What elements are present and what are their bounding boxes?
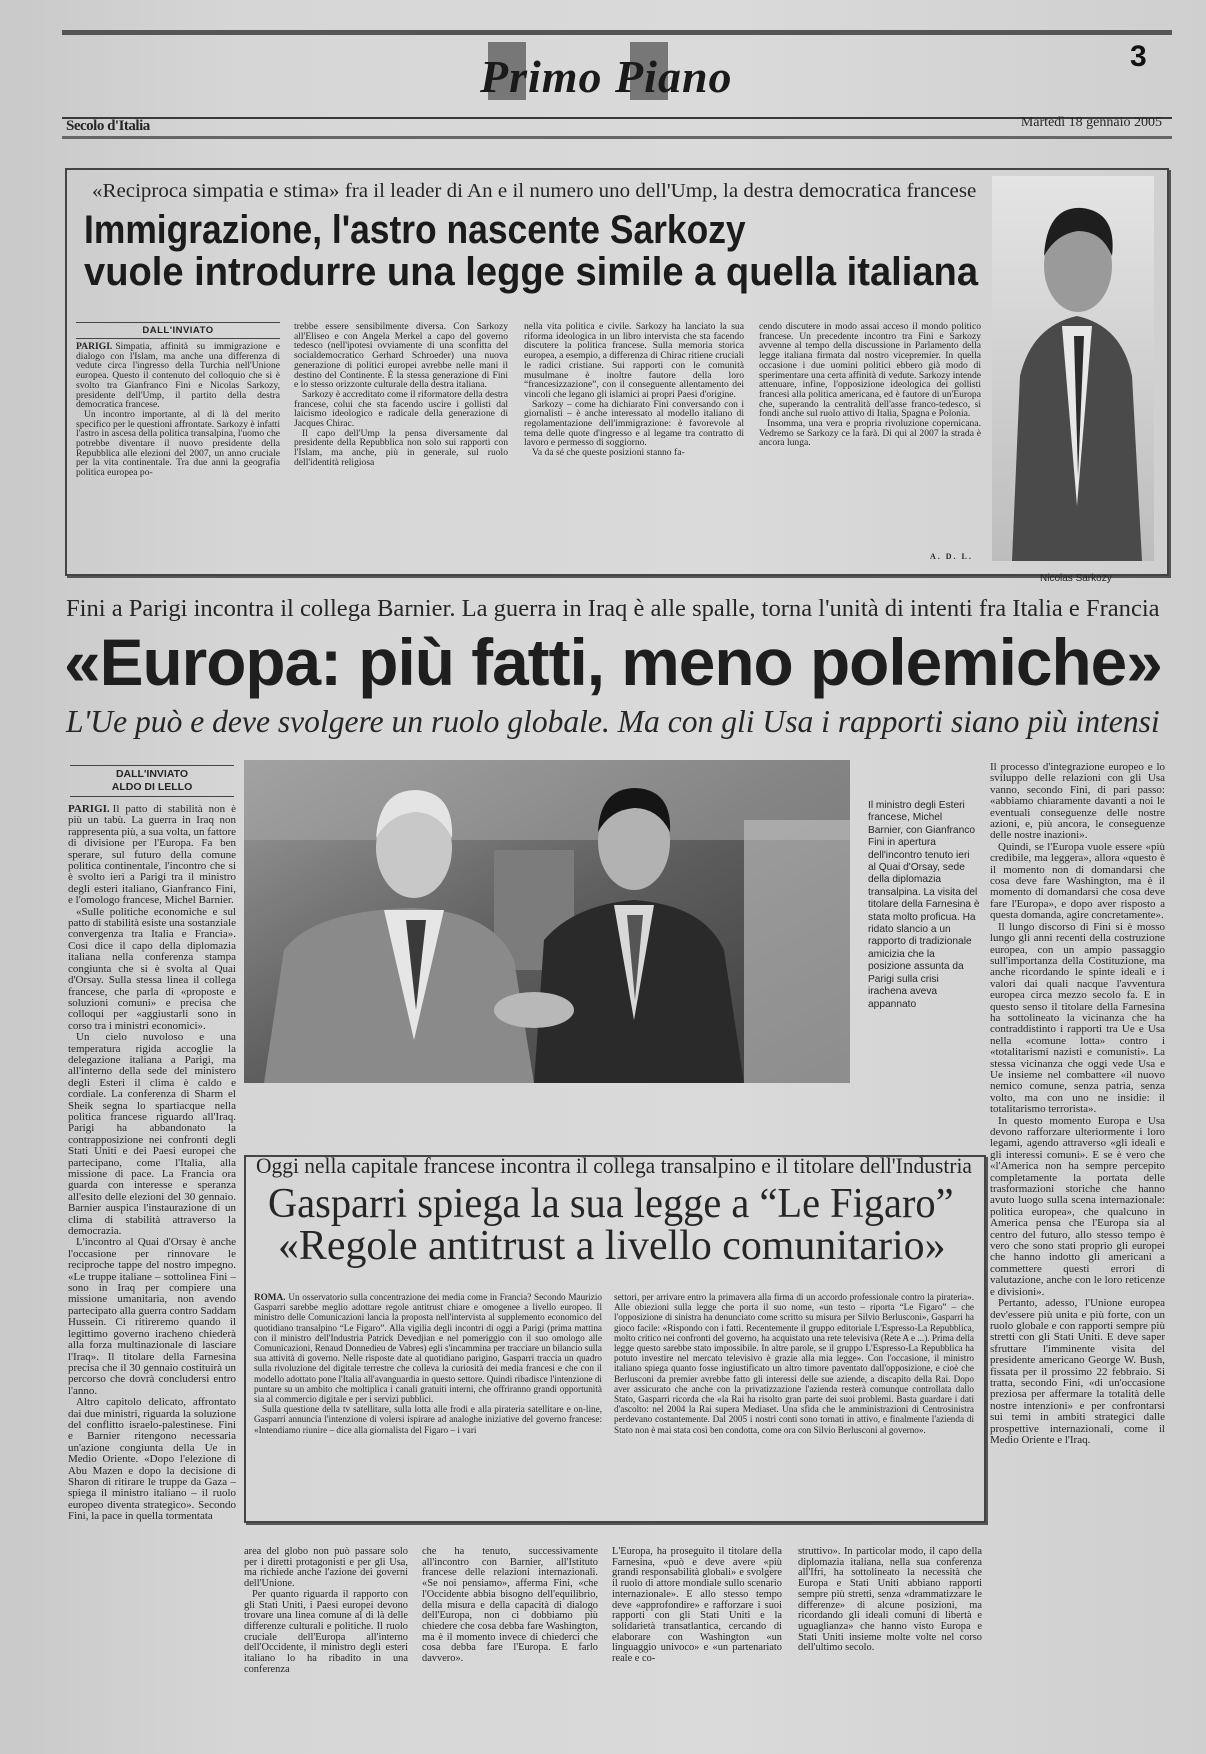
newspaper-name: Secolo d'Italia: [66, 118, 150, 134]
paragraph-text: Un incontro importante, al di là del merito specifico per le questioni affrontate. Sarkozy è infatti l'astro in ascesa della politica transalpina, l'uomo che potrebbe diventare il nuovo presidente della Repubblica alle elezioni del 2007, un anno cruciale per la vita continentale. Tra due anni la geografia politica europea po-: [76, 408, 280, 479]
article-gasparri-kicker: Oggi nella capitale francese incontra il collega transalpino e il titolare dell'Industria: [256, 1153, 972, 1178]
paragraph: [422, 1547, 598, 1665]
photo-sarkozy: [992, 176, 1154, 561]
article-europa-subheadline: L'Ue può e deve svolgere un ruolo globale. Ma con gli Usa i rapporti siano più intensi: [66, 703, 1160, 739]
article-sarkozy-col-1: [76, 342, 280, 562]
byline-box: [70, 765, 234, 797]
paragraph: [990, 1298, 1165, 1446]
paragraph: [798, 1547, 982, 1654]
paragraph: [68, 907, 236, 1032]
paragraph: [254, 1404, 602, 1435]
paragraph: [759, 322, 981, 419]
article-sarkozy-kicker: «Reciproca simpatia e stima» fra il leader di An e il numero uno dell'Ump, la destra democratica francese: [92, 180, 977, 202]
paragraph-text: L'incontro al Quai d'Orsay è anche l'occasione per rinnovare le reciproche tappe del nostro impegno. «Le truppe italiane – sottolinea Fini – sono in Iraq per compiere una missione umanitaria, non avendo partecipato alla guerra contro Saddam Hussein. Ci ritireremo quando il legittimo governo iracheno chiederà alla forza multinazionale di lasciare l'Iraq». Il titolare della Farnesina precisa che il 30 gennaio costituirà un percorso che dovrà concludersi entro l'anno.: [68, 1236, 236, 1397]
paragraph-text: Per quanto riguarda il rapporto con gli Stati Uniti, i Paesi europei devono trovare una linea comune al di là delle differenze culturali e politiche. Il ruolo cruciale dell'Europa all'interno dell'Occidente, il ministro degli esteri italiano lo ha ribadito in una conferenza: [244, 1588, 408, 1675]
paragraph: [254, 1292, 602, 1404]
article-europa-right-col: [990, 762, 1165, 1720]
article-gasparri-headline-1: Gasparri spiega la sua legge a “Le Figaro”: [268, 1181, 954, 1227]
section-title: Primo Piano: [480, 42, 750, 112]
paragraph-text: area del globo non può passare solo per i diretti protagonisti e per gli Usa, ma richiede anche l'azione dei governi dell'Unione.: [244, 1547, 408, 1590]
paragraph-text: Sarkozy – come ha dichiarato Fini conversando con i giornalisti – è anche interessato al modello italiano di regolamentazione dell'immigrazione: è favorevole al tema delle quote d'ingresso e al legame tra contratto di lavoro e permesso di soggiorno.: [524, 398, 744, 449]
article-sarkozy-col-3: [524, 322, 744, 562]
byline-author: ALDO DI LELLO: [111, 781, 193, 793]
paragraph-text: Altro capitolo delicato, affrontato dai due ministri, riguarda la soluzione del conflitto israelo-palestinese. Fini e Barnier ritengono necessaria un'azione congiunta della Ue in Medio Oriente. «Dopo l'elezione di Abu Mazen e dopo la decisione di Sharon di ritirare le truppe da Gaza – spiega il ministro italiano – il ruolo europeo diventa strategico». Secondo Fini, la pace in quella tormentata: [68, 1396, 236, 1523]
paragraph-text: Un cielo nuvoloso e una temperatura rigida accoglie la delegazione italiana a Parigi, ma all'interno della sede del ministero degli Esteri il clima è caldo e cordiale. La conferenza di Sharm el Sheik segna lo spartiacque nella politica francese riguardo all'Iraq. Parigi ha abbandonato la contrapposizione nei confronti degli Stati Uniti e dei Paesi europei che partecipano, come l'Italia, alla missione di pace. La Francia ora guarda con interesse e speranza all'esito delle elezioni del 30 gennaio. Barnier auspica l'instaurazione di un clima di stabilità attraverso la democrazia.: [68, 1031, 236, 1238]
masthead-rule: [62, 117, 1172, 119]
paragraph: [990, 842, 1165, 922]
paragraph-text: Il lungo discorso di Fini si è mosso lungo gli anni recenti della costruzione europea, con un ampio passaggio sull'importanza della Costituzione, ma anche ricordando le spinte ideali e i valori dai quali nacque l'avventura europea circa mezzo secolo fa. E in questo senso il titolare della Farnesina ha sottolineato la vicinanza che ha contraddistinto i rapporti tra Ue e Usa nella «comune lotta» contro i «totalitarismi nazisti e comunisti». La stessa vicinanza che oggi vede Usa e Ue insieme nel combattere «il nuovo nemico comune, senza patria, senza volto, ma con uno ne insidie: il totalitarismo terrorista».: [990, 920, 1165, 1116]
paragraph-text: Quindi, se l'Europa vuole essere «più credibile, ma leggera», allora «questo è il momento non di domandarsi che cosa deve fare Washington, ma è il momento di domandarsi che cosa deve fare l'Europa», e dopo aver risposto a questa domanda, agire concretamente».: [990, 840, 1165, 922]
paragraph-text: struttivo». In particolar modo, il capo della diplomazia italiana, nella sua conferenza all'Ifri, ha sottolineato la necessità che Europa e Stati Uniti abbiano rapporti sempre più stretti, senza «drammatizzare le differenze» di alcune posizioni, ma ricordando gli ideali comuni di libertà e uguaglianza» che hanno visto Europa e Stati Uniti insieme molte volte nel corso dell'ultimo secolo.: [798, 1547, 982, 1654]
paragraph: [294, 390, 508, 429]
paragraph-text: Il patto di stabilità non è più un tabù. La guerra in Iraq non rappresenta più, a sua volta, un fattore di divisione per l'Europa. Fa ben sperare, sul futuro della comune politica continentale, l'incontro che si è svolto ieri a Parigi tra il ministro degli esteri italiano, Gianfranco Fini, e l'omologo francese, Michel Barnier.: [68, 804, 236, 907]
article-europa-left-col: [68, 804, 236, 1720]
paragraph-text: settori, per arrivare entro la primavera alla firma di un accordo professionale contro la pirateria». Alle obiezioni sulla legge che porta il suo nome, «un testo – riporta “Le Figaro” – che l'opposizione di sinistra ha denunciato come scritto su misura per Silvio Berlusconi», Gasparri ha gioco facile: «Rispondo con i fatti. Recentemente il gruppo editoriale L'Espresso-La Repubblica, molto critico nei confronti del governo, ha acquistato una rete televisiva (Rete A e ...). Prima della legge questo sarebbe stato impossibile. In altre parole, se il gruppo L'Espresso-La Repubblica ha potuto investire nel mercato televisivo è grazie alla mia legge». Con l'occasione, il ministro italiano spiega quanto fosse ingiustificato un altro timore paventato dall'opposizione, e cioè che Berlusconi da premier avrebbe fatto gli interessi delle sue aziende, a discapito della Rai. Dopo aver assicurato che anche con la privatizzazione l'azienda resterà comunque controllata dallo Stato, Gasparri ricorda che «la Rai ha risolto gran parte dei suoi problemi. Basta guardare i dati d'ascolto: nel 2004 la Rai supera Mediaset. Una sfida che le amministrazioni di Centrosinistra perdevano costantemente. Dal 2005 i nostri conti sono tornati in attivo, e finalmente l'azienda di Stato non è mai stata così ben condotta, come ora con Silvio Berlusconi al governo».: [614, 1292, 974, 1435]
page-number: 3: [1130, 40, 1147, 73]
article-europa-bottom-col-1: [244, 1547, 408, 1720]
paragraph: [990, 762, 1165, 842]
paragraph: [76, 410, 280, 478]
paragraph: [244, 1547, 408, 1590]
paragraph-text: Simpatia, affinità su immigrazione e dialogo con l'Islam, ma anche una differenza di vedute circa l'ingresso della Turchia nell'Unione europea. Questo il contenuto del colloquio che si è svolto tra Gianfranco Fini e Nicolas Sarkozy, presidente dell'Ump, il partito della destra democratica francese.: [76, 342, 280, 411]
paragraph-text: «Sulle politiche economiche e sul patto di stabilità esiste una sostanziale convergenza tra Italia e Francia». Così dice il capo della diplomazia italiana nella conferenza stampa congiunta che si è svolta al Quai d'Orsay. Sulla stessa linea il collega francese, che parla di «proposte e soluzioni comuni» e precisa che colloqui per «aggiustarli sono in corso tra i ministri economici».: [68, 905, 236, 1032]
paragraph: [612, 1547, 782, 1665]
paragraph: [990, 1116, 1165, 1299]
paragraph-text: Insomma, una vera e propria rivoluzione copernicana. Vedremo se Sarkozy ce la farà. Di qui al 2007 la strada è ancora lunga.: [759, 418, 981, 449]
article-gasparri-headline-2: «Regole antitrust a livello comunitario»: [278, 1223, 946, 1269]
paragraph-text: Sulla questione della tv satellitare, sulla lotta alle frodi e alla pirateria satellitare e on-line, Gasparri annuncia l'intenzione di volersi ispirare ad analoghe iniziative del governo francese: «Intendiamo riunire – dice alla giornalista del Figaro – i vari: [254, 1404, 602, 1435]
article-europa-bottom-col-3: [612, 1547, 782, 1720]
article-sarkozy-col-2: [294, 322, 508, 562]
paragraph: [68, 1397, 236, 1522]
article-gasparri-col-1: [254, 1292, 602, 1514]
paragraph: [68, 1237, 236, 1397]
paragraph: [524, 448, 744, 458]
paragraph-text: Un osservatorio sulla concentrazione dei media come in Francia? Secondo Maurizio Gasparri sarebbe meglio adottare regole antitrust chiare e omogenee a livello europeo. Il ministro delle Comunicazioni lancia la proposta nell'intervista al supplemento economico del quotidiano transalpino “Le Figaro”. Alla vigilia degli incontri di oggi a Parigi (prima mattina con il ministro dell'Industria Patrick Devedjian e nel pomeriggio con il suo omologo alle Comunicazioni, Renaud Donnedieu de Vabres) egli s'incammina per tracciare un bilancio sulla sua attività di governo. Nelle risposte date al quotidiano parigino, Gasparri traccia un quadro sulla rivoluzione del digitale terrestre che colleva la curiosità dei media francesi e che con il modello adottato pone l'Italia all'avanguardia in questo settore. Quindi ribadisce l'intenzione di puntare su un ambito che moltiplica i canali gratuiti interni, che offriranno grandi opportunità sia al commercio digitale e per i servizi pubblici.: [254, 1292, 602, 1405]
paragraph: [68, 804, 236, 907]
article-gasparri-col-2: [614, 1292, 974, 1514]
paragraph-text: trebbe essere sensibilmente diversa. Con Sarkozy all'Eliseo e con Angela Merkel a capo del governo tedesco (nell'ipotesi ovviamente di una sconfitta del socialdemocratico Gerhard Schroeder) una nuova generazione di politici europei avrebbe nelle mani il destino del Continente. È la stessa generazione di Fini e lo stesso orizzonte culturale della destra italiana.: [294, 322, 508, 391]
article-sarkozy-headline-1: Immigrazione, l'astro nascente Sarkozy: [84, 208, 746, 252]
paragraph-text: cendo discutere in modo assai acceso il mondo politico francese. Un precedente incontro tra Fini e Sarkozy avvenne al tempo della discussione in Parlamento della legge italiana firmata dal nostro vicepremier. In quella occasione i due uomini politici ebbero già modo di sperimentare una certa affinità di vedute. Sarkozy intende attenuare, infine, l'opposizione ideologica dei gollisti francesi alla politica americana, ed è fautore di un'Europa che, superando la centralità dell'asse franco-tedesco, si fondi anche sul ruolo attivo di Italia, Spagna e Polonia.: [759, 322, 981, 420]
dateline: ROMA.: [254, 1292, 286, 1302]
article-europa-headline: «Europa: più fatti, meno polemiche»: [64, 625, 1162, 699]
paragraph: [614, 1292, 974, 1435]
issue-date: Martedì 18 gennaio 2005: [1020, 115, 1162, 130]
paragraph: [294, 322, 508, 390]
dateline: PARIGI.: [76, 342, 113, 352]
paragraph: [990, 922, 1165, 1116]
article-sarkozy-headline-2: vuole introdurre una legge simile a quella italiana: [84, 250, 979, 294]
paragraph: [76, 342, 280, 410]
photo-barnier-fini-caption: Il ministro degli Esteri francese, Michel Barnier, con Gianfranco Fini in apertura dell'incontro tenuto ieri al Quai d'Orsay, sede della diplomazia transalpina. La visita del titolare della Farnesina è stata molto proficua. Ha ridato slancio a un rapporto di tradizionale amicizia che la posizione assunta da Parigi sulla crisi irachena aveva appannato: [868, 800, 980, 1010]
photo-sarkozy-caption: Nicolas Sarkozy: [1040, 573, 1112, 584]
paragraph: [524, 322, 744, 400]
paragraph-text: Pertanto, adesso, l'Unione europea dev'essere più unita e più forte, con un ruolo globale e con rapporti sempre più stretti con gli Stati Uniti. E deve saper sfruttare l'imminente visita del presidente americano George W. Bush, fissata per il prossimo 22 febbraio. Si tratta, secondo Fini, «di un'occasione preziosa per affermare la totalità delle nostre intenzioni» e per confrontarsi sui temi in ambiti strategici dalle prospettive internazionali, come il Medio Oriente e l'Iraq.: [990, 1297, 1165, 1446]
paragraph-text: nella vita politica e civile. Sarkozy ha lanciato la sua riforma ideologica in un libro intervista che sta facendo discutere la politica francese. Sulla memoria storica europea, a esempio, a differenza di Chirac ritiene cruciali le radici cristiane. Sui rapporti con le comunità musulmane è inoltre fautore della loro “francesizzazione”, con il conseguente allentamento dei vincoli che legano gli islamici ai propri Paesi d'origine.: [524, 322, 744, 400]
paragraph: [294, 429, 508, 468]
paragraph: [68, 1032, 236, 1237]
photo-barnier-fini: [244, 760, 850, 1083]
byline-inviato: DALL'INVIATO: [76, 322, 280, 339]
paragraph: [759, 419, 981, 448]
dateline: PARIGI.: [68, 804, 110, 815]
paragraph-text: Sarkozy è accreditato come il riformatore della destra francese, colui che sta facendo uscire i gollisti dal laicismo ideologico e radicale della generazione di Jacques Chirac.: [294, 388, 508, 430]
paragraph: [524, 400, 744, 449]
article-europa-kicker: Fini a Parigi incontra il collega Barnier. La guerra in Iraq è alle spalle, torna l'unità di intenti fra Italia e Francia: [66, 596, 1160, 622]
paragraph-text: Va da sé che queste posizioni stanno fa-: [532, 447, 685, 459]
article-europa-bottom-col-2: [422, 1547, 598, 1720]
top-rule: [62, 30, 1172, 35]
article-europa-bottom-col-4: [798, 1547, 982, 1720]
paragraph-text: L'Europa, ha proseguito il titolare della Farnesina, «può e deve avere «più grandi responsabilità globali» e svolgere il ruolo di attore mondiale sullo scenario internazionale». E allo stesso tempo deve «approfondire» e rafforzare i suoi rapporti con gli Stati Uniti e la solidarietà transatlantica, cercando di elaborare con Washington «un linguaggio univoco» e «un partenariato reale e co-: [612, 1547, 782, 1665]
paragraph-text: che ha tenuto, successivamente all'incontro con Barnier, all'Istituto francese delle relazioni internazionali. «Se noi pensiamo», afferma Fini, «che l'Occidente abbia bisogno dell'equilibrio, della misura e della capacità di dialogo dell'Europa, non ci dobbiamo più chiedere che cosa debba fare Washington, ma è il momento invece di chiederci che cosa debba fare l'Europa. E farlo davvero».: [422, 1547, 598, 1665]
paragraph-text: In questo momento Europa e Usa devono rafforzare ulteriormente i loro legami, agendo attraverso «gli ideali e gli interessi comuni». E se è vero che «l'America non ha sempre percepito completamente la portata delle trasformazioni storiche che hanno avuto luogo sulla scena internazionale: politica europea», che qualcuno in America pensa che l'Europa sia al centro del futuro, allo stesso tempo è vero che sono stati proprio gli europei che hanno indotto gli americani a commettere questi errori di valutazione, anche con le loro reticenze e divisioni».: [990, 1114, 1165, 1298]
masthead-double-rule: [62, 136, 1172, 139]
article-sarkozy-signature: A. D. L.: [930, 552, 973, 561]
paragraph: [244, 1590, 408, 1676]
article-sarkozy-col-4: [759, 322, 981, 550]
paragraph-text: Il capo dell'Ump la pensa diversamente dal presidente della Repubblica non solo sui rapporti con l'Islam, ma anche, più in generale, sul ruolo dell'identità religiosa: [294, 427, 508, 468]
paragraph-text: Il processo d'integrazione europeo e lo sviluppo delle relazioni con gli Usa vanno, secondo Fini, di pari passo: «abbiamo chiaramente davanti a noi le eventuali conseguenze delle nostre azioni, e, più ancora, le conseguenze delle nostre inazioni».: [990, 762, 1165, 842]
byline-inviato: DALL'INVIATO: [115, 768, 189, 780]
